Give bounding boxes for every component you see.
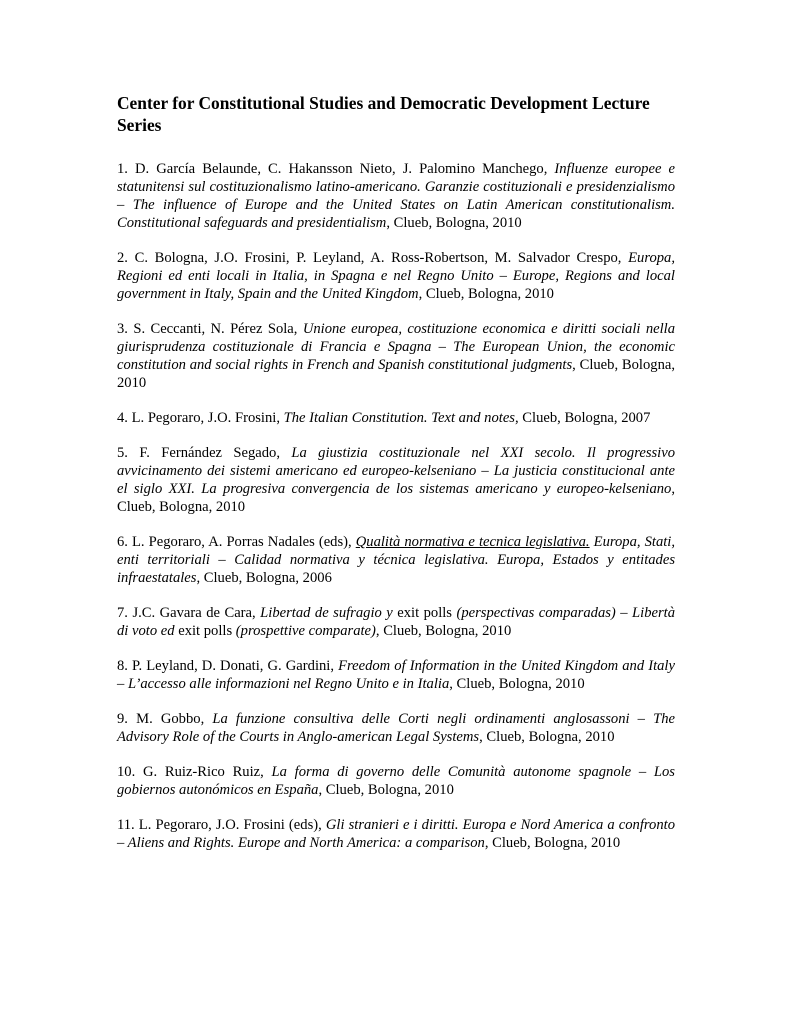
entry-authors: J.C. Gavara de Cara, xyxy=(132,605,256,621)
entry-publisher: , Clueb, Bologna, 2010 xyxy=(449,676,585,692)
list-item xyxy=(117,763,675,799)
entry-roman-term: exit polls xyxy=(397,605,452,621)
list-item xyxy=(117,249,675,303)
entry-title: Europa, Stati, enti territoriali – Calidad normativa y técnica legislativa. Europa, Estados y entitades infraestatales xyxy=(117,534,676,586)
entry-authors: G. Ruiz-Rico Ruiz, xyxy=(142,764,264,780)
entry-publisher: , Clueb, Bologna, 2010 xyxy=(375,623,512,639)
entry-number: 4. xyxy=(117,410,128,426)
entry-publisher: , Clueb, Bologna, 2010 xyxy=(117,357,675,391)
entry-number: 6. xyxy=(117,534,128,550)
entry-number: 3. xyxy=(117,321,128,337)
entry-title-part: L’accesso alle informazioni nel Regno Unito e in Italia xyxy=(127,676,450,692)
entry-publisher: , Clueb, Bologna, 2006 xyxy=(196,570,332,586)
entry-publisher: , Clueb, Bologna, 2007 xyxy=(515,410,651,426)
entry-title: Influenze europee e statunitensi sul costituzionalismo latino-americano. Garanzie costituzionali e presidenzialismo – The influence of Europe and the United States on Latin American constitutionalism. Constitutional safeguards and presidentialism xyxy=(117,161,675,231)
entry-title: La forma di governo delle Comunità autonome spagnole – Los gobiernos autonómicos en España xyxy=(117,764,675,798)
entry-number: 8. xyxy=(117,658,128,674)
list-item xyxy=(117,816,675,852)
entry-authors: C. Bologna, J.O. Frosini, P. Leyland, A. Ross-Robertson, M. Salvador Crespo, xyxy=(134,250,622,266)
entry-authors: D. García Belaunde, C. Hakansson Nieto, J. Palomino Manchego, xyxy=(135,161,548,177)
entry-authors: L. Pegoraro, J.O. Frosini (eds), xyxy=(138,817,322,833)
entry-title-part: (prospettive comparate) xyxy=(235,623,376,639)
list-item xyxy=(117,533,675,587)
list-item xyxy=(117,604,675,640)
entry-publisher: , Clueb, Bologna, 2010 xyxy=(418,286,554,302)
entry-title: The Italian Constitution. Text and notes xyxy=(283,410,515,426)
list-item xyxy=(117,409,675,427)
entry-number: 1. xyxy=(117,161,128,177)
entry-number: 10. xyxy=(117,764,136,780)
list-item xyxy=(117,710,675,746)
entry-title: Europa, Regioni ed enti locali in Italia, in Spagna e nel Regno Unito – Europe, Regions and local government in Italy, Spain and the United Kingdom xyxy=(117,250,675,302)
entry-title-underlined: Qualità normativa e tecnica legislativa. xyxy=(355,534,590,550)
entry-authors: S. Ceccanti, N. Pérez Sola, xyxy=(133,321,298,337)
entry-title: Unione europea, costituzione economica e diritti sociali nella giurisprudenza costituzionale di Francia e Spagna – The European Union, the economic constitution and social rights in French and Spanish constitutional judgments xyxy=(117,321,676,373)
list-item xyxy=(117,160,675,232)
list-item xyxy=(117,657,675,693)
entry-number: 7. xyxy=(117,605,128,621)
document-page xyxy=(117,92,675,869)
entry-dash: – xyxy=(117,676,125,692)
entry-number: 2. xyxy=(117,250,128,266)
list-item xyxy=(117,444,675,516)
entry-authors: L. Pegoraro, J.O. Frosini, xyxy=(131,410,280,426)
entry-authors: P. Leyland, D. Donati, G. Gardini, xyxy=(132,658,334,674)
entry-authors: L. Pegoraro, A. Porras Nadales (eds), xyxy=(132,534,352,550)
entry-number: 9. xyxy=(117,711,128,727)
entry-roman-term: exit polls xyxy=(178,623,233,639)
entry-publisher: , Clueb, Bologna, 2010 xyxy=(386,215,522,231)
entry-publisher: , Clueb, Bologna, 2010 xyxy=(117,481,675,515)
entry-title-part: (perspectivas comparadas) – Libertà di voto ed xyxy=(117,605,676,639)
entry-publisher: , Clueb, Bologna, 2010 xyxy=(484,835,621,851)
entry-number: 5. xyxy=(117,445,128,461)
entry-title-part: Freedom of Information in the United Kingdom and Italy xyxy=(338,658,675,674)
page-title: Center for Constitutional Studies and Democratic Development Lecture Series xyxy=(117,93,650,135)
entry-title: La giustizia costituzionale nel XXI secolo. Il progressivo avvicinamento dei sistemi americano ed europeo-kelseniano – La justicia constitucional ante el siglo XXI. La progresiva convergencia de los sistemas americano y europeo-kelseniano xyxy=(117,445,676,497)
entry-title-part: Libertad de sufragio y xyxy=(260,605,393,621)
entry-title: La funzione consultiva delle Corti negli ordinamenti anglosassoni – The Advisory Role of the Courts in Anglo-american Legal Systems xyxy=(117,711,675,745)
entry-publisher: , Clueb, Bologna, 2010 xyxy=(318,782,454,798)
entry-authors: F. Fernández Segado, xyxy=(139,445,281,461)
entry-title: Gli stranieri e i diritti. Europa e Nord America a confronto – Aliens and Rights. Europe and North America: a comparison xyxy=(117,817,675,851)
entry-number: 11. xyxy=(117,817,135,833)
list-item xyxy=(117,320,675,392)
entry-publisher: , Clueb, Bologna, 2010 xyxy=(479,729,615,745)
entry-authors: M. Gobbo, xyxy=(136,711,205,727)
